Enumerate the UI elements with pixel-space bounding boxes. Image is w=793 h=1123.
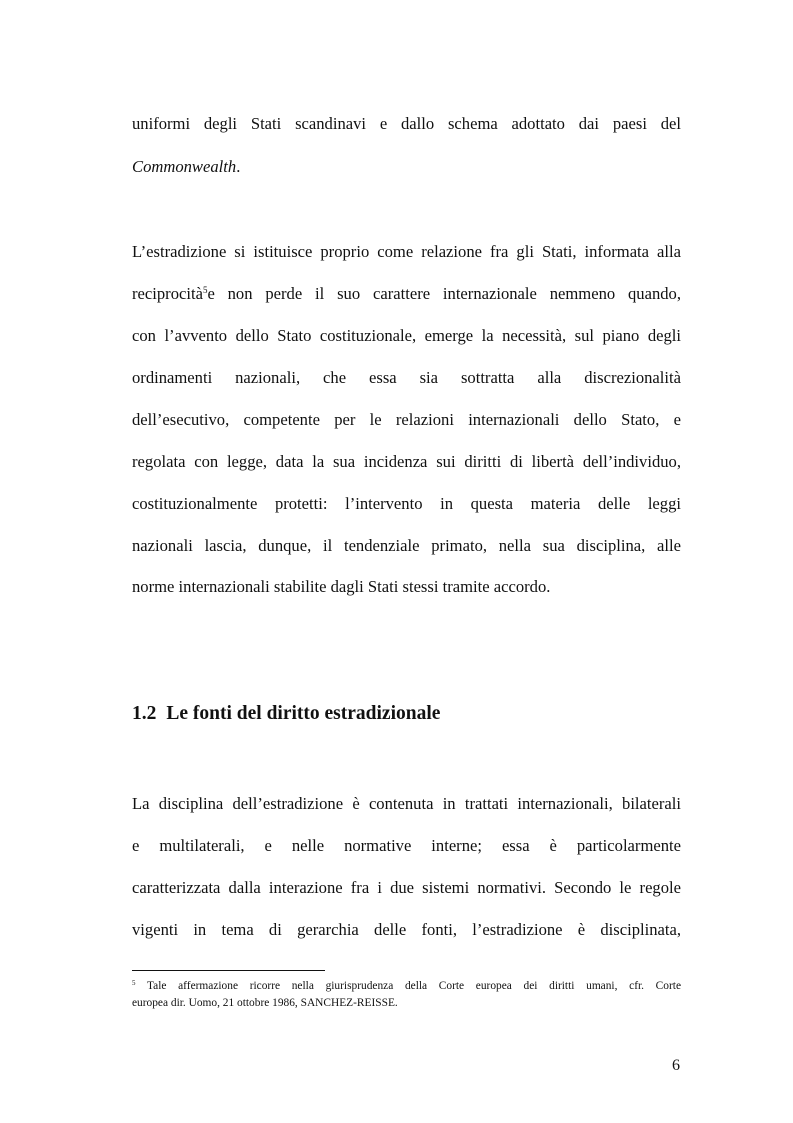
section-title: Le fonti del diritto estradizionale [166, 703, 441, 724]
para2-line-3: con l’avvento dello Stato costituzionale, emerge la necessità, sul piano degli [132, 326, 681, 345]
section-heading [132, 702, 440, 726]
para2-line-4: ordinamenti nazionali, che essa sia sottratta alla discrezionalità [132, 368, 681, 387]
para3-line-2: e multilaterali, e nelle normative interne; essa è particolarmente [132, 836, 681, 855]
section-number: 1.2 [132, 703, 157, 724]
para1-line-2-tail: . [236, 157, 241, 176]
para2-line-1: L’estradizione si istituisce proprio come relazione fra gli Stati, informata alla [132, 242, 681, 261]
footnote-line-1 [132, 978, 681, 994]
footnote-line-2: europea dir. Uomo, 21 ottobre 1986, SANCHEZ-REISSE. [132, 997, 398, 1009]
para3-line-1: La disciplina dell’estradizione è contenuta in trattati internazionali, bilaterali [132, 794, 681, 813]
footnote-separator [132, 970, 325, 971]
para2-line-5: dell’esecutivo, competente per le relazioni internazionali dello Stato, e [132, 410, 681, 429]
para2-line-7: costituzionalmente protetti: l’intervento in questa materia delle leggi [132, 494, 681, 513]
para1-line-2 [132, 157, 681, 177]
para2-line-8: nazionali lascia, dunque, il tendenziale primato, nella sua disciplina, alle [132, 536, 681, 555]
footnote-text-1: Tale affermazione ricorre nella giurisprudenza della Corte europea dei diritti umani, cfr. Corte [147, 980, 681, 992]
para2-line-2-post: e non perde il suo carattere internazionale nemmeno quando, [207, 284, 681, 303]
para2-line-6: regolata con legge, data la sua incidenza sui diritti di libertà dell’individuo, [132, 452, 681, 471]
para2-line-9: norme internazionali stabilite dagli Stati stessi tramite accordo. [132, 577, 551, 596]
para2-line-2-pre: reciprocità [132, 284, 203, 303]
para2-line-2 [132, 284, 681, 304]
para1-line-1: uniformi degli Stati scandinavi e dallo schema adottato dai paesi del [132, 114, 681, 133]
footnote-ref-5[interactable]: 5 [202, 285, 208, 295]
footnote-number: 5 [132, 979, 136, 987]
para3-line-3: caratterizzata dalla interazione fra i due sistemi normativi. Secondo le regole [132, 878, 681, 897]
page-number: 6 [672, 1057, 680, 1074]
commonwealth-italic: Commonwealth [132, 157, 237, 176]
para3-line-4: vigenti in tema di gerarchia delle fonti, l’estradizione è disciplinata, [132, 920, 681, 939]
